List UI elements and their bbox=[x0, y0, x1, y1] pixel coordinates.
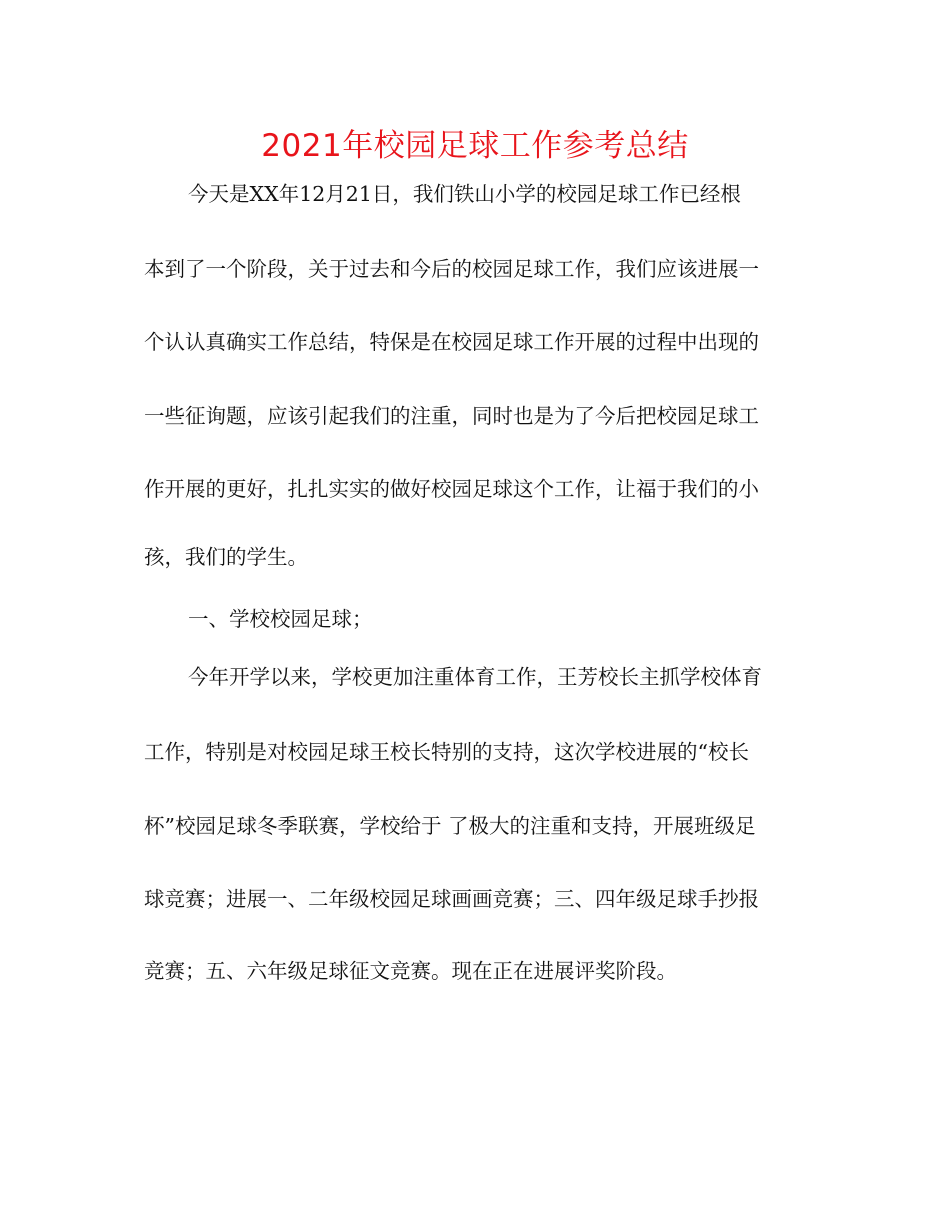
paragraph-line: 本到了一个阶段，关于过去和今后的校园足球工作，我们应该进展一 bbox=[144, 257, 759, 281]
paragraph-line: 一些征询题，应该引起我们的注重，同时也是为了今后把校园足球工 bbox=[144, 404, 759, 428]
paragraph-line: 今天是XX年12月21日，我们铁山小学的校园足球工作已经根 bbox=[188, 182, 741, 206]
paragraph-line: 竞赛；五、六年级足球征文竞赛。现在正在进展评奖阶段。 bbox=[144, 959, 677, 983]
paragraph-line: 杯”校园足球冬季联赛，学校给于 了极大的注重和支持，开展班级足 bbox=[144, 814, 756, 838]
paragraph-line: 孩，我们的学生。 bbox=[144, 545, 308, 569]
section-heading: 一、学校校园足球； bbox=[188, 607, 373, 631]
paragraph-line: 今年开学以来，学校更加注重体育工作，王芳校长主抓学校体育 bbox=[188, 665, 762, 689]
paragraph-line: 作开展的更好，扎扎实实的做好校园足球这个工作，让福于我们的小 bbox=[144, 477, 759, 501]
paragraph-line: 个认认真确实工作总结，特保是在校园足球工作开展的过程中出现的 bbox=[144, 330, 759, 354]
paragraph-line: 球竞赛；进展一、二年级校园足球画画竞赛；三、四年级足球手抄报 bbox=[144, 887, 759, 911]
paragraph-line: 工作，特别是对校园足球王校长特别的支持，这次学校进展的“校长 bbox=[144, 740, 749, 764]
document-title: 2021年校园足球工作参考总结 bbox=[261, 128, 689, 164]
